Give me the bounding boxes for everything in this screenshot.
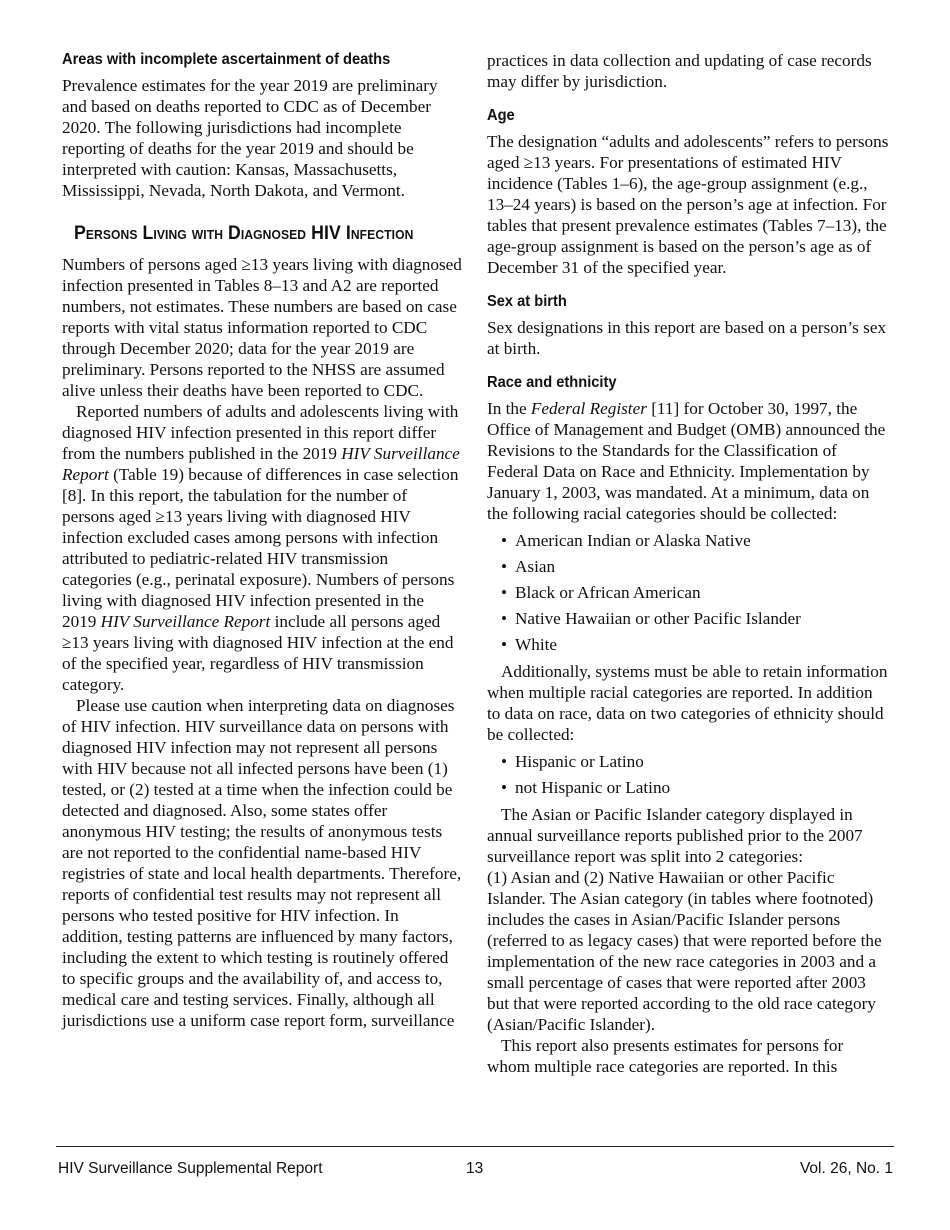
- report-title-italic: HIV Surveillance Report: [100, 612, 271, 631]
- list-item: [487, 582, 889, 603]
- paragraph-asian-category: (1) Asian and (2) Native Hawaiian or other Pacific Islander. The Asian category (in tables where footnoted) includes the cases in Asian/Pacific Islander persons (referred to as legacy cases) that were reported before the implementation of the new race categories in 2003 and a small percentage of cases that were reported after 2003 but that were reported according to the old race category (Asian/Pacific Islander).: [487, 868, 882, 1034]
- text-fragment: [11] for October 30, 1997, the Office of Management and Budget (OMB) announced the Revisions to the Standards for the Classification of Federal Data on Race and Ethnicity. Implementation by January 1, 2003, was mandated. At a minimum, data on the following racial categories should be collected:: [487, 399, 886, 523]
- footer-divider: [56, 1146, 894, 1147]
- list-item: [487, 777, 889, 798]
- paragraph-incomplete-deaths: Prevalence estimates for the year 2019 are preliminary and based on deaths reported to CDC as of December 2020. The following jurisdictions had incomplete reporting of deaths for the year 2019 and should be interpreted with caution: Kansas, Massachusetts, Mississippi, Nevada, North Dakota, and Vermont.: [62, 76, 438, 200]
- subheading-race-ethnicity: Race and ethnicity: [487, 374, 617, 391]
- left-column: [62, 50, 462, 1031]
- bullet-icon: •: [501, 778, 508, 797]
- paragraph-asian-pacific-islander: The Asian or Pacific Islander category displayed in annual surveillance reports published prior to the 2007 surveillance report was split into 2 categories:: [487, 805, 863, 866]
- list-item: [487, 530, 889, 551]
- footer-report-title: HIV Surveillance Supplemental Report: [58, 1160, 323, 1177]
- list-item: [487, 751, 889, 772]
- race-category-list: [487, 530, 889, 655]
- right-column: [487, 50, 889, 1077]
- paragraph-sex-at-birth: Sex designations in this report are based on a person’s sex at birth.: [487, 318, 887, 358]
- list-item-label: American Indian or Alaska Native: [515, 531, 751, 550]
- paragraph-reported-numbers: Numbers of persons aged ≥13 years living with diagnosed infection presented in Tables 8–13 and A2 are reported numbers, not estimates. These numbers are based on case reports with vital status information reported to CDC through December 2020; data for the year 2019 are preliminary. Persons reported to the NHSS are assumed alive unless their deaths have been reported to CDC.: [62, 255, 462, 400]
- federal-register-italic: Federal Register: [530, 399, 647, 418]
- list-item-label: Hispanic or Latino: [515, 752, 644, 771]
- paragraph-differences: [62, 401, 462, 695]
- text-fragment: Reported numbers of adults and adolescents living with diagnosed HIV infection presented in this report differ from the numbers published in the 2019: [62, 402, 459, 463]
- text-fragment: (Table 19) because of differences in case selection [8]. In this report, the tabulation for the number of persons aged ≥13 years living with diagnosed HIV infection excluded cases among persons with infection attributed to pediatric-related HIV transmission categories (e.g., perinatal exposure). Numbers of persons living with diagnosed HIV infection presented in the 2019: [62, 465, 459, 631]
- bullet-icon: •: [501, 557, 508, 576]
- bullet-icon: •: [501, 752, 508, 771]
- report-title-italic: HIV Surveillance Report: [62, 444, 460, 484]
- subheading-age: Age: [487, 107, 515, 124]
- text-fragment: include all persons aged ≥13 years living with diagnosed HIV infection at the end of the specified year, regardless of HIV transmission category.: [62, 612, 454, 694]
- list-item: [487, 556, 889, 577]
- ethnicity-category-list: [487, 751, 889, 798]
- paragraph-continued: practices in data collection and updating of case records may differ by jurisdiction.: [487, 51, 872, 91]
- paragraph-federal-register: [487, 398, 889, 524]
- subheading-sex-at-birth: Sex at birth: [487, 293, 567, 310]
- bullet-icon: •: [501, 609, 508, 628]
- page-number: 13: [466, 1160, 484, 1177]
- text-fragment: In the: [487, 399, 531, 418]
- list-item-label: not Hispanic or Latino: [515, 778, 671, 797]
- list-item-label: Black or African American: [515, 583, 701, 602]
- paragraph-caution: Please use caution when interpreting data on diagnoses of HIV infection. HIV surveillance data on persons with diagnosed HIV infection may not represent all persons with HIV because not all infected persons have been (1) tested, or (2) tested at a time when the infection could be detected and diagnosed. Also, some states offer anonymous HIV testing; the results of anonymous tests are not reported to the confidential name-based HIV registries of state and local health departments. Therefore, reports of confidential test results may not represent all persons who tested positive for HIV infection. In addition, testing patterns are influenced by many factors, including the extent to which testing is routinely offered to specific groups and the availability of, and access to, medical care and testing services. Finally, although all jurisdictions use a uniform case report form, surveillance: [62, 696, 462, 1030]
- bullet-icon: •: [501, 635, 508, 654]
- paragraph-additionally: Additionally, systems must be able to retain information when multiple racial categories are reported. In addition to data on race, data on two categories of ethnicity should be collected:: [487, 662, 888, 744]
- list-item: [487, 608, 889, 629]
- section-title-persons-living: Persons Living with Diagnosed HIV Infection: [74, 223, 414, 244]
- paragraph-age: The designation “adults and adolescents” refers to persons aged ≥13 years. For presentations of estimated HIV incidence (Tables 1–6), the age-group assignment (e.g., 13–24 years) is based on the person’s age at infection. For tables that present prevalence estimates (Tables 7–13), the age-group assignment is based on the person’s age as of December 31 of the specified year.: [487, 132, 889, 277]
- subheading-incomplete-deaths: Areas with incomplete ascertainment of deaths: [62, 51, 391, 68]
- list-item: [487, 634, 889, 655]
- footer-volume: Vol. 26, No. 1: [799, 1160, 893, 1177]
- paragraph-multiple-race: This report also presents estimates for persons for whom multiple race categories are reported. In this: [487, 1036, 844, 1076]
- list-item-label: Native Hawaiian or other Pacific Islander: [515, 609, 801, 628]
- list-item-label: White: [515, 635, 557, 654]
- bullet-icon: •: [501, 531, 508, 550]
- list-item-label: Asian: [515, 557, 556, 576]
- bullet-icon: •: [501, 583, 508, 602]
